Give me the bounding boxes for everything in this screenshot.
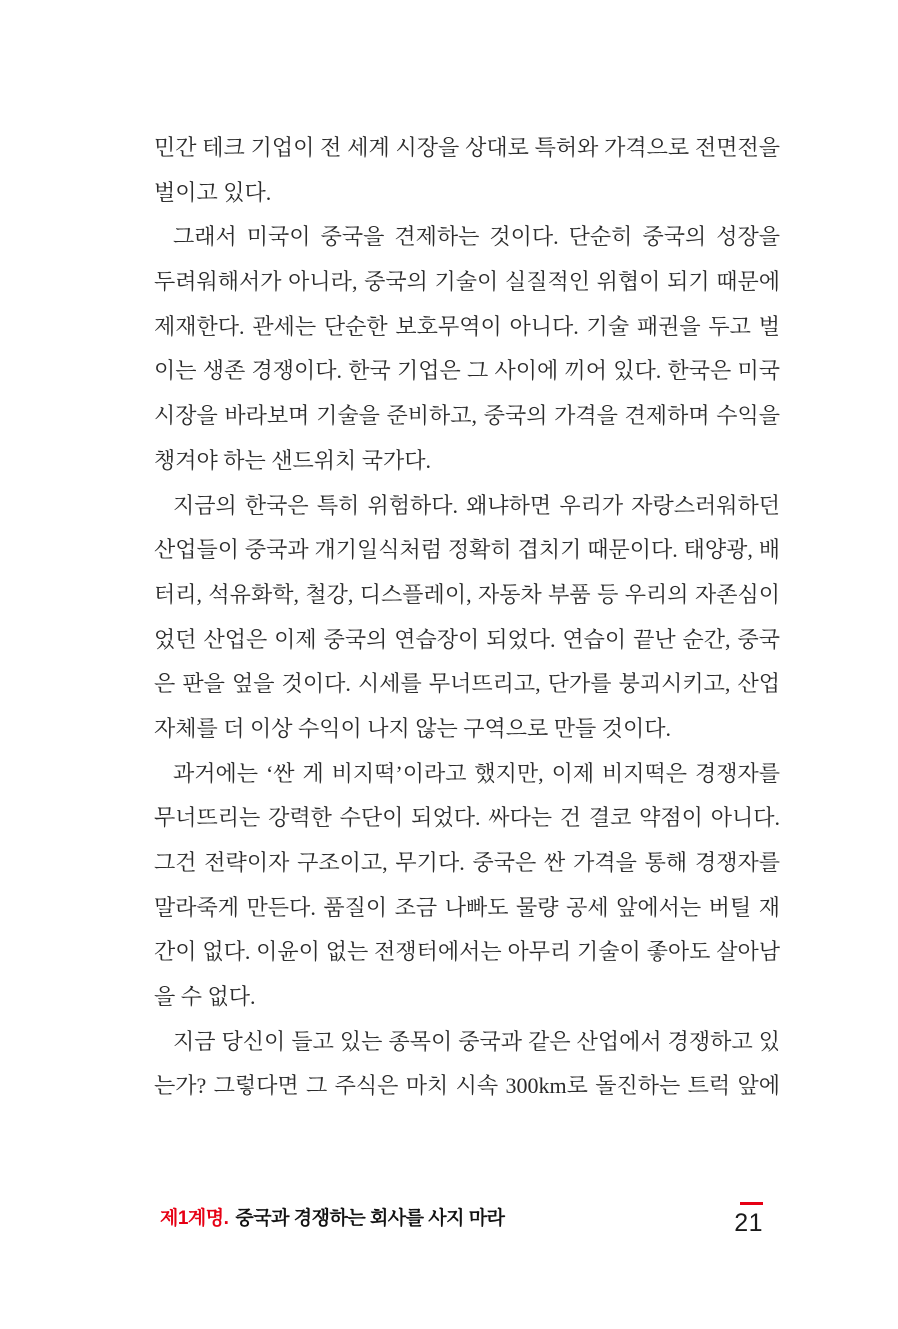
body-text-block xyxy=(154,126,780,1109)
body-line: 말라죽게 만든다. 품질이 조금 나빠도 물량 공세 앞에서는 버틸 재 xyxy=(154,894,780,920)
body-line: 두려워해서가 아니라, 중국의 기술이 실질적인 위협이 되기 때문에 xyxy=(154,269,780,295)
chapter-label: 제1계명. xyxy=(160,1208,229,1229)
body-line: 는가? 그렇다면 그 주식은 마치 시속 300km로 돌진하는 트럭 앞에 xyxy=(154,1073,780,1099)
body-line: 산업들이 중국과 개기일식처럼 정확히 겹치기 때문이다. 태양광, 배 xyxy=(154,537,780,563)
body-line: 챙겨야 하는 샌드위치 국가다. xyxy=(154,447,432,473)
body-line: 간이 없다. 이윤이 없는 전쟁터에서는 아무리 기술이 좋아도 살아남 xyxy=(154,939,780,965)
body-line: 시장을 바라보며 기술을 준비하고, 중국의 가격을 견제하며 수익을 xyxy=(154,403,780,429)
page-number: 21 xyxy=(734,1209,763,1237)
page-number-block xyxy=(700,1202,763,1236)
body-line: 은 판을 엎을 것이다. 시세를 무너뜨리고, 단가를 붕괴시키고, 산업 xyxy=(154,671,780,697)
body-line: 지금의 한국은 특히 위험하다. 왜냐하면 우리가 자랑스러워하던 xyxy=(173,492,780,518)
body-line: 그래서 미국이 중국을 견제하는 것이다. 단순히 중국의 성장을 xyxy=(173,224,780,250)
body-line: 과거에는 ‘싼 게 비지떡’이라고 했지만, 이제 비지떡은 경쟁자를 xyxy=(173,760,780,786)
body-line: 었던 산업은 이제 중국의 연습장이 되었다. 연습이 끝난 순간, 중국 xyxy=(154,626,780,652)
body-line: 벌이고 있다. xyxy=(154,179,272,205)
body-line: 터리, 석유화학, 철강, 디스플레이, 자동차 부품 등 우리의 자존심이 xyxy=(154,581,780,607)
body-line: 제재한다. 관세는 단순한 보호무역이 아니다. 기술 패권을 두고 벌 xyxy=(154,313,780,339)
page-number-rule xyxy=(740,1202,763,1205)
body-line: 을 수 없다. xyxy=(154,984,256,1010)
chapter-title: 중국과 경쟁하는 회사를 사지 마라 xyxy=(235,1208,505,1229)
body-line: 자체를 더 이상 수익이 나지 않는 구역으로 만들 것이다. xyxy=(154,715,672,741)
body-line: 그건 전략이자 구조이고, 무기다. 중국은 싼 가격을 통해 경쟁자를 xyxy=(154,850,780,875)
body-line: 무너뜨리는 강력한 수단이 되었다. 싸다는 건 결코 약점이 아니다. xyxy=(154,805,780,831)
body-line: 민간 테크 기업이 전 세계 시장을 상대로 특허와 가격으로 전면전을 xyxy=(154,135,780,160)
footer-chapter xyxy=(160,1208,505,1230)
body-line: 지금 당신이 들고 있는 종목이 중국과 같은 산업에서 경쟁하고 있 xyxy=(173,1028,780,1054)
body-line: 이는 생존 경쟁이다. 한국 기업은 그 사이에 끼어 있다. 한국은 미국 xyxy=(154,358,780,384)
